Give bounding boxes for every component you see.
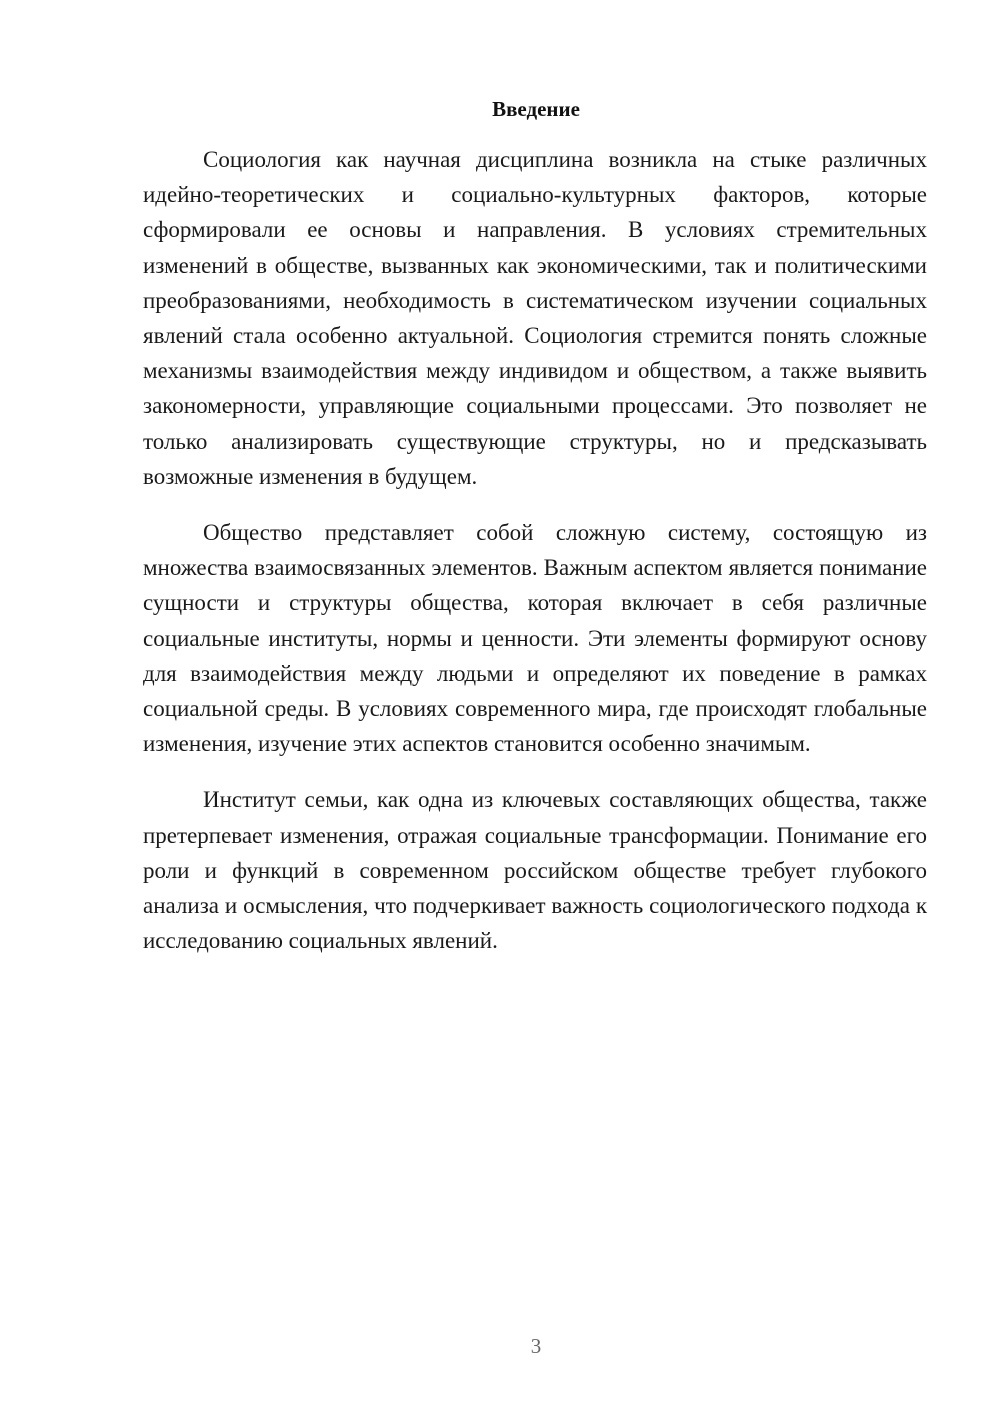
page-number: 3 [530,1334,542,1358]
section-title: Введение [492,97,580,121]
paragraph: Социология как научная дисциплина возникла на стыке различных идейно-теоретических и социально-культурных факторов, которые сформировали ее основы и направления. В условиях стремительных изменений в обществе, вызванных как экономическими, так и политическими преобразованиями, необходимость в систематическом изучении социальных явлений стала особенно актуальной. Социология стремится понять сложные механизмы взаимодействия между индивидом и обществом, а также выявить закономерности, управляющие социальными процессами. Это позволяет не только анализировать существующие структуры, но и предсказывать возможные изменения в будущем. [143,147,927,489]
paragraph: Институт семьи, как одна из ключевых составляющих общества, также претерпевает изменения, отражая социальные трансформации. Понимание его роли и функций в современном российском обществе требует глубокого анализа и осмысления, что подчеркивает важность социологического подхода к исследованию социальных явлений. [143,787,927,954]
body-text [143,142,927,979]
paragraph: Общество представляет собой сложную систему, состоящую из множества взаимосвязанных элементов. Важным аспектом является понимание сущности и структуры общества, которая включает в себя различные социальные институты, нормы и ценности. Эти элементы формируют основу для взаимодействия между людьми и определяют их поведение в рамках социальной среды. В условиях современного мира, где происходят глобальные изменения, изучение этих аспектов становится особенно значимым. [143,520,927,757]
